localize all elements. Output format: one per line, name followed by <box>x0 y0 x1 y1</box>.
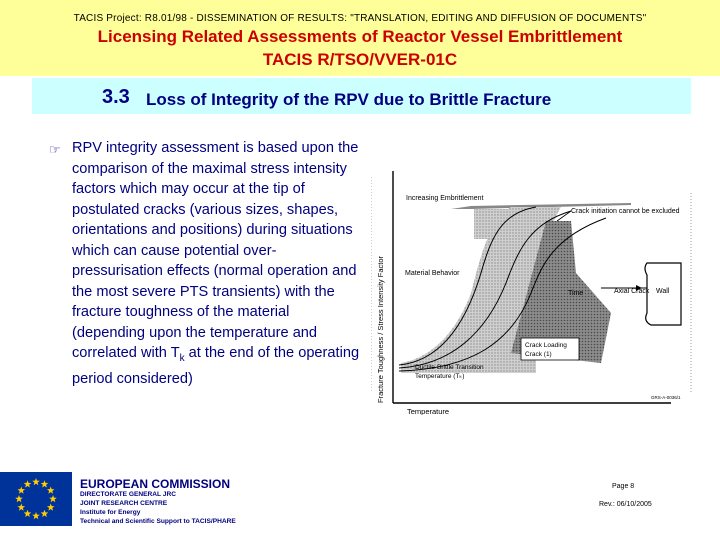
section-heading <box>32 78 691 114</box>
ductile-brittle-label-1: Ductile-Brittle Transition <box>415 364 484 371</box>
crack-initiation-leader <box>557 211 571 221</box>
eu-flag-logo <box>0 472 72 526</box>
page-subtitle: TACIS R/TSO/VVER-01C <box>262 50 458 69</box>
project-line: TACIS Project: R8.01/98 - DISSEMINATION OF RESULTS: "TRANSLATION, EDITING AND DIFFUSION OF DOCUMENTS" <box>73 13 647 24</box>
bullet-text-end: at the end of the operating period considered) <box>72 345 360 388</box>
material-behavior-label: Material Behavior <box>405 270 460 277</box>
eu-flag-icon <box>0 472 72 526</box>
bullet-pointer-icon: ☞ <box>49 142 61 157</box>
page-title: Licensing Related Assessments of Reactor Vessel Embrittlement <box>97 27 623 46</box>
axial-crack-label: Axial Crack <box>614 288 650 295</box>
section-number: 3.3 <box>102 86 130 108</box>
crack-loading-label-2: Crack (1) <box>525 351 552 358</box>
footer-line-4: Technical and Scientific Support to TACIS/PHARE <box>80 518 236 525</box>
header-banner <box>0 0 720 76</box>
increasing-embrittlement-label: Increasing Embrittlement <box>406 195 484 202</box>
page-number: Page 8 <box>612 483 635 490</box>
ductile-brittle-label-2: Temperature (Tₖ) <box>415 373 465 380</box>
footer-line-2: JOINT RESEARCH CENTRE <box>80 500 168 507</box>
crack-initiation-label: Crack initiation cannot be excluded <box>571 208 680 215</box>
footer-line-1: DIRECTORATE GENERAL JRC <box>80 491 176 498</box>
revision-date: Rev.: 06/10/2005 <box>599 501 652 508</box>
section-title: Loss of Integrity of the RPV due to Brittle Fracture <box>146 90 552 109</box>
bullet-text <box>72 138 362 390</box>
footer-line-3: Institute for Energy <box>80 509 141 516</box>
embrittlement-diagram <box>371 163 698 415</box>
figure-code: GRS-A-0036/1 <box>651 395 681 400</box>
x-axis-label: Temperature <box>407 407 450 415</box>
bullet-text-main: RPV integrity assessment is based upon the comparison of the maximal stress intensity factors which may occur at the tip of postulated cracks (various sizes, shapes, orientations and positions) during situations which can cause potential over-pressurisation effects (normal operation and the most severe PTS transients) with the fracture toughness of the material (depending upon the temperature and correlated with T <box>72 140 359 361</box>
organization-name: EUROPEAN COMMISSION <box>80 477 231 491</box>
time-label: Time <box>568 290 584 297</box>
y-axis-label: Fracture Toughness / Stress Intensity Factor <box>376 255 385 403</box>
crack-loading-label-1: Crack Loading <box>525 342 567 349</box>
diagram-svg <box>371 163 698 415</box>
bullet-text-subscript: k <box>179 352 185 364</box>
wall-label: Wall <box>656 288 670 295</box>
